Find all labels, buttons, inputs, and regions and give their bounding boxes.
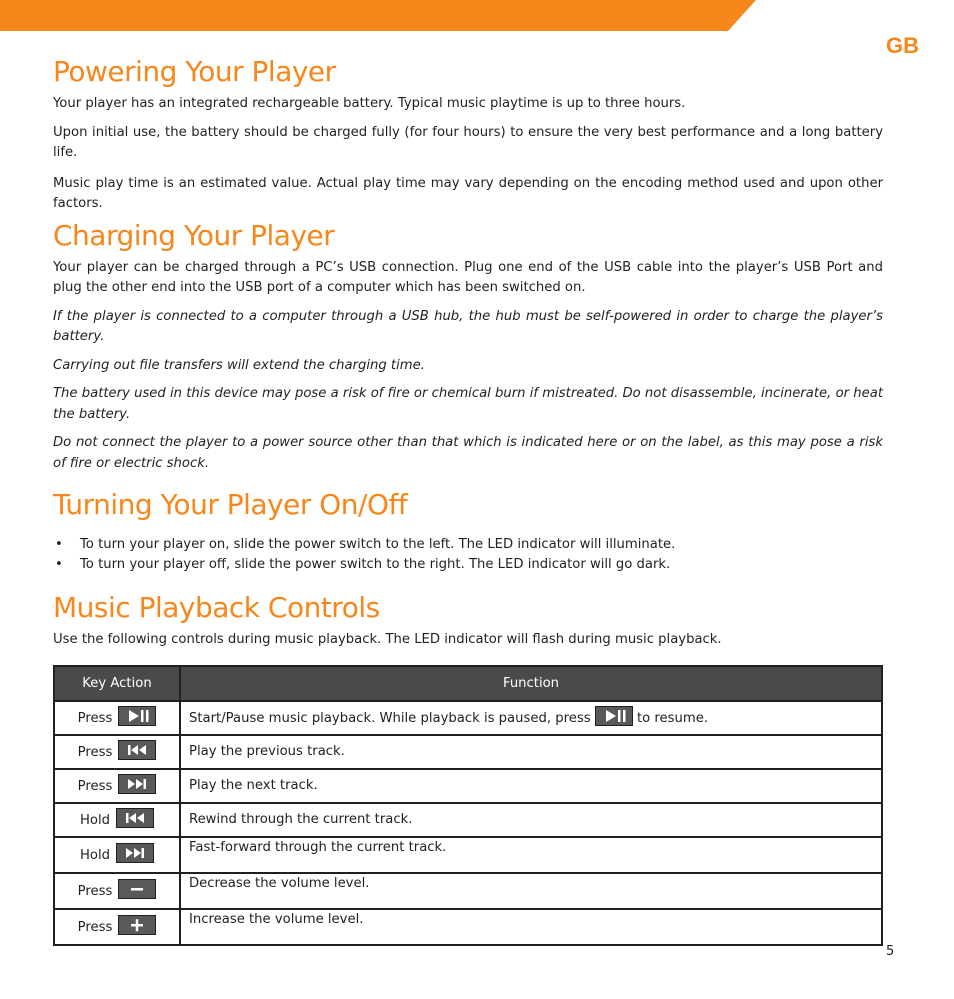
function-cell: Play the next track. bbox=[180, 769, 882, 803]
note: The battery used in this device may pose a risk of fire or chemical burn if mistreated. Do not disassemble, incinerate, or heat the battery. bbox=[53, 386, 883, 422]
table-row bbox=[54, 873, 882, 909]
bullet-item: • To turn your player off, slide the power switch to the right. The LED indicator will go dark. bbox=[53, 555, 883, 575]
table-row bbox=[54, 735, 882, 769]
function-text: Start/Pause music playback. While playback is paused, press bbox=[189, 710, 591, 726]
action-label: Press bbox=[77, 744, 113, 760]
header-accent-bar bbox=[0, 0, 756, 31]
function-cell bbox=[180, 701, 882, 735]
section-title-powering: Powering Your Player bbox=[53, 55, 336, 88]
table-header-key-action: Key Action bbox=[54, 666, 180, 701]
section-title-charging: Charging Your Player bbox=[53, 218, 335, 252]
page-number: 5 bbox=[886, 944, 895, 959]
next-track-icon bbox=[118, 774, 156, 794]
action-label: Hold bbox=[79, 847, 111, 863]
key-action-cell bbox=[54, 873, 180, 909]
next-track-icon bbox=[116, 843, 154, 863]
table-row bbox=[54, 769, 882, 803]
function-cell: Play the previous track. bbox=[180, 735, 882, 769]
action-label: Press bbox=[77, 778, 113, 794]
page-content bbox=[53, 55, 883, 946]
key-action-cell bbox=[54, 769, 180, 803]
table-row bbox=[54, 909, 882, 945]
table-header-row bbox=[54, 666, 882, 701]
action-label: Press bbox=[77, 919, 113, 935]
key-action-cell bbox=[54, 701, 180, 735]
previous-track-icon bbox=[116, 808, 154, 828]
function-suffix-text: to resume. bbox=[636, 710, 709, 726]
previous-track-icon bbox=[118, 740, 156, 760]
function-cell: Increase the volume level. bbox=[180, 909, 882, 945]
table-row bbox=[54, 837, 882, 873]
action-label: Press bbox=[77, 883, 113, 899]
key-action-cell bbox=[54, 909, 180, 945]
table-row bbox=[54, 701, 882, 735]
plus-icon bbox=[118, 915, 156, 935]
section-title-playback: Music Playback Controls bbox=[53, 591, 380, 624]
paragraph: Your player has an integrated rechargeable battery. Typical music playtime is up to three hours. bbox=[53, 96, 686, 111]
note: Carrying out file transfers will extend the charging time. bbox=[53, 357, 425, 373]
paragraph: Upon initial use, the battery should be charged fully (for four hours) to ensure the very best performance and a long battery life. bbox=[53, 124, 883, 160]
language-badge: GB bbox=[886, 33, 919, 58]
paragraph: Your player can be charged through a PC’s USB connection. Plug one end of the USB cable into the player’s USB Port and plug the other end into the USB port of a computer which has been switched on. bbox=[53, 259, 883, 295]
paragraph: Use the following controls during music playback. The LED indicator will flash during music playback. bbox=[53, 632, 722, 647]
bullet-list bbox=[53, 535, 883, 575]
action-label: Press bbox=[77, 710, 113, 726]
minus-icon bbox=[118, 879, 156, 899]
action-label: Hold bbox=[79, 812, 111, 828]
function-cell: Decrease the volume level. bbox=[180, 873, 882, 909]
note: Do not connect the player to a power source other than that which is indicated here or on the label, as this may pose a risk of fire or electric shock. bbox=[53, 435, 883, 471]
table-header-function: Function bbox=[180, 666, 882, 701]
play-pause-icon bbox=[118, 706, 156, 726]
key-action-cell bbox=[54, 803, 180, 837]
controls-table bbox=[53, 665, 883, 946]
key-action-cell bbox=[54, 837, 180, 873]
table-row bbox=[54, 803, 882, 837]
key-action-cell bbox=[54, 735, 180, 769]
function-cell: Fast-forward through the current track. bbox=[180, 837, 882, 873]
paragraph: Music play time is an estimated value. Actual play time may vary depending on the encoding method used and upon other factors. bbox=[53, 175, 883, 211]
bullet-item: • To turn your player on, slide the power switch to the left. The LED indicator will illuminate. bbox=[53, 535, 883, 555]
play-pause-icon bbox=[595, 706, 633, 726]
note: If the player is connected to a computer through a USB hub, the hub must be self-powered in order to charge the player’s battery. bbox=[53, 308, 883, 344]
section-title-onoff: Turning Your Player On/Off bbox=[53, 488, 408, 521]
function-cell: Rewind through the current track. bbox=[180, 803, 882, 837]
